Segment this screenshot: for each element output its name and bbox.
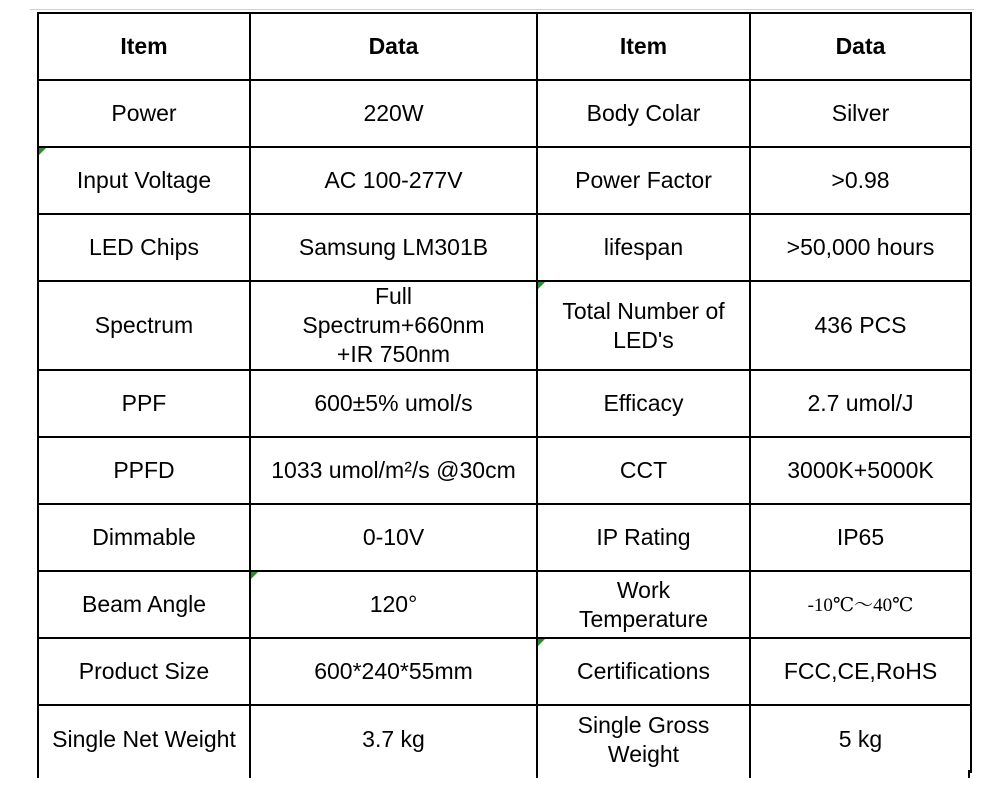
data-cell: 220W [250,80,537,147]
header-item-2: Item [537,13,750,80]
data-cell: >0.98 [750,147,971,214]
data-cell: Full Spectrum+660nm +IR 750nm [250,281,537,370]
data-cell: 2.7 umol/J [750,370,971,437]
data-cell: AC 100-277V [250,147,537,214]
item-cell: LED Chips [38,214,250,281]
data-cell: 0-10V [250,504,537,571]
item-cell: Certifications [537,638,750,705]
table-row [38,705,971,773]
work-temperature-value: -10℃～40℃ [807,595,914,616]
grid-line-tail [249,770,251,778]
item-cell: Spectrum [38,281,250,370]
data-cell: 600*240*55mm [250,638,537,705]
table-row [38,504,971,571]
item-cell: Work Temperature [537,571,750,638]
table-row [38,571,971,638]
header-item-1: Item [38,13,250,80]
item-cell: Power [38,80,250,147]
item-cell: Single Net Weight [38,705,250,773]
table-row [38,437,971,504]
item-cell: IP Rating [537,504,750,571]
table-row [38,147,971,214]
item-cell: PPF [38,370,250,437]
item-cell: Total Number of LED's [537,281,750,370]
item-cell: Dimmable [38,504,250,571]
grid-line-tail [37,770,39,778]
item-cell: Efficacy [537,370,750,437]
item-cell: CCT [537,437,750,504]
data-cell: 5 kg [750,705,971,773]
data-cell: IP65 [750,504,971,571]
data-cell: 1033 umol/m²/s @30cm [250,437,537,504]
data-cell: 436 PCS [750,281,971,370]
data-cell [750,571,971,638]
grid-line-tail [536,770,538,778]
data-cell: FCC,CE,RoHS [750,638,971,705]
grid-line-tail [749,770,751,778]
table-row [38,214,971,281]
item-cell: Body Colar [537,80,750,147]
header-data-1: Data [250,13,537,80]
data-cell: 3.7 kg [250,705,537,773]
item-cell: Beam Angle [38,571,250,638]
item-cell: Input Voltage [38,147,250,214]
item-cell: Product Size [38,638,250,705]
header-row [38,13,971,80]
table-row [38,281,971,370]
table-row [38,370,971,437]
item-cell: PPFD [38,437,250,504]
spec-table [37,12,972,773]
data-cell: 3000K+5000K [750,437,971,504]
data-cell: >50,000 hours [750,214,971,281]
data-cell: Silver [750,80,971,147]
data-cell: 600±5% umol/s [250,370,537,437]
data-cell: Samsung LM301B [250,214,537,281]
table-row [38,638,971,705]
header-data-2: Data [750,13,971,80]
top-rule [30,9,974,10]
item-cell: Power Factor [537,147,750,214]
grid-line-tail [968,770,970,778]
table-row [38,80,971,147]
item-cell: Single Gross Weight [537,705,750,773]
data-cell: 120° [250,571,537,638]
item-cell: lifespan [537,214,750,281]
